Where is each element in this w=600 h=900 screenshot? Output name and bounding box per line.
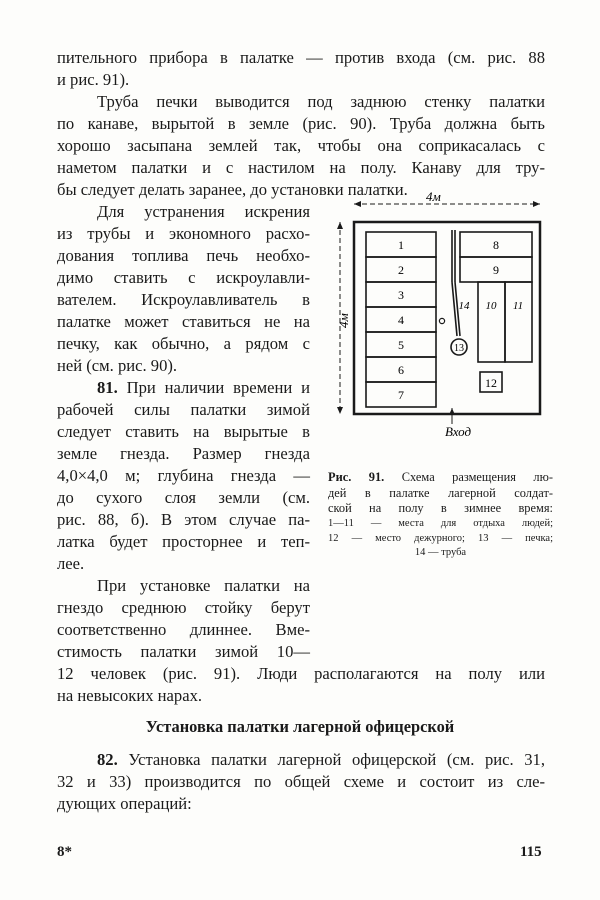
text-line: пительного прибора в палатке — против входа (см. рис. 88 [57,48,545,67]
text-line: 4,0×4,0 м; глубина гнезда — [57,466,310,485]
place-label-7: 7 [398,388,404,402]
paragraph-number: 82. [97,750,118,769]
place-label-8: 8 [493,238,499,252]
caption-legend: 12 — место дежурного; 13 — печка; [328,532,553,544]
figure-caption [328,470,553,561]
place-label-1: 1 [398,238,404,252]
place-label-3: 3 [398,288,404,302]
caption-title: Рис. 91. [328,470,385,484]
text-line: хорошо засыпана землей так, чтобы она соприкасалась с [57,136,545,155]
pipe-label: 14 [458,300,470,312]
text-line: палатке может ставиться не на [57,312,310,331]
stove-label: 13 [454,343,464,354]
caption-text: Схема размещения лю- [384,470,553,484]
center-pole-marker [439,318,444,323]
place-label-2: 2 [398,263,404,277]
caption-line: ской на полу в зимнее время: [328,501,553,516]
text-line: вателем. Искроулавливатель в [57,290,310,309]
text-line: земле гнезда. Размер гнезда [57,444,310,463]
text-line: 32 и 33) производится по общей схеме и состоит из сле- [57,772,545,791]
text-line: и рис. 91). [57,70,130,89]
signature-mark: 8* [57,844,72,860]
text-line: Труба печки выводится под заднюю стенку палатки [97,92,545,111]
place-label-6: 6 [398,363,404,377]
tent-layout-figure [328,186,556,456]
place-label-9: 9 [493,263,499,277]
section-heading: Установка палатки лагерной офицерской [145,717,455,736]
tent-outline [354,222,540,414]
place-label-5: 5 [398,338,404,352]
text-line: гнездо среднюю стойку берут [57,598,310,617]
text-line [97,377,310,399]
text-line: из трубы и экономного расхо- [57,224,310,243]
caption-line [328,470,553,486]
text-line: до сухого слоя земли (см. [57,488,310,507]
text-span: При наличии времени и [117,378,310,397]
text-line: При установке палатки на [97,576,310,595]
text-line: ней (см. рис. 90). [57,356,178,375]
caption-legend: 1—11 — места для отдыха людей; [328,517,553,529]
dimension-top-label: 4м [426,189,441,204]
place-label-10: 10 [485,300,497,312]
text-line: 12 человек (рис. 91). Люди располагаются на полу или [57,664,545,683]
text-line: по канаве, вырытой в земле (рис. 90). Труба должна быть [57,114,545,133]
paragraph-number: 81. [97,378,118,397]
page-number: 115 [520,844,542,860]
right-places [460,232,532,392]
place-label-4: 4 [398,313,404,327]
text-line: лее. [57,554,85,573]
caption-line: дей в палатке лагерной солдат- [328,485,553,500]
text-line: печку, как обычно, а рядом с [57,334,310,353]
duty-place-label: 12 [485,376,497,390]
text-line: стимость палатки зимой 10— [57,642,310,661]
text-line: следует ставить на вырытые в [57,422,310,441]
text-line: бы следует делать заранее, до установки палатки. [57,180,408,199]
text-line: рис. 88, б). В этом случае па- [57,510,310,529]
text-line: Для устранения искрения [97,202,310,221]
entrance-label: Вход [444,424,472,439]
text-line: дования топлива печь необхо- [57,246,310,265]
place-label-11: 11 [512,300,524,312]
text-line: соответственно длиннее. Вме- [57,620,310,639]
text-span: Установка палатки лагерной офицерской (см. рис. 31, [117,750,545,769]
text-line: рабочей силы палатки зимой [57,400,310,419]
dimension-left-label: 4м [336,313,351,328]
text-line: наметом палатки и с настилом на полу. Канаву для тру- [57,158,545,177]
text-line: на невысоких нарах. [57,686,203,705]
text-line: дующих операций: [57,794,192,813]
caption-legend: 14 — труба [414,547,467,559]
text-line [97,749,545,771]
text-line: димо ставить с искроулавли- [57,268,310,287]
text-line: латка будет просторнее и теп- [57,532,310,551]
